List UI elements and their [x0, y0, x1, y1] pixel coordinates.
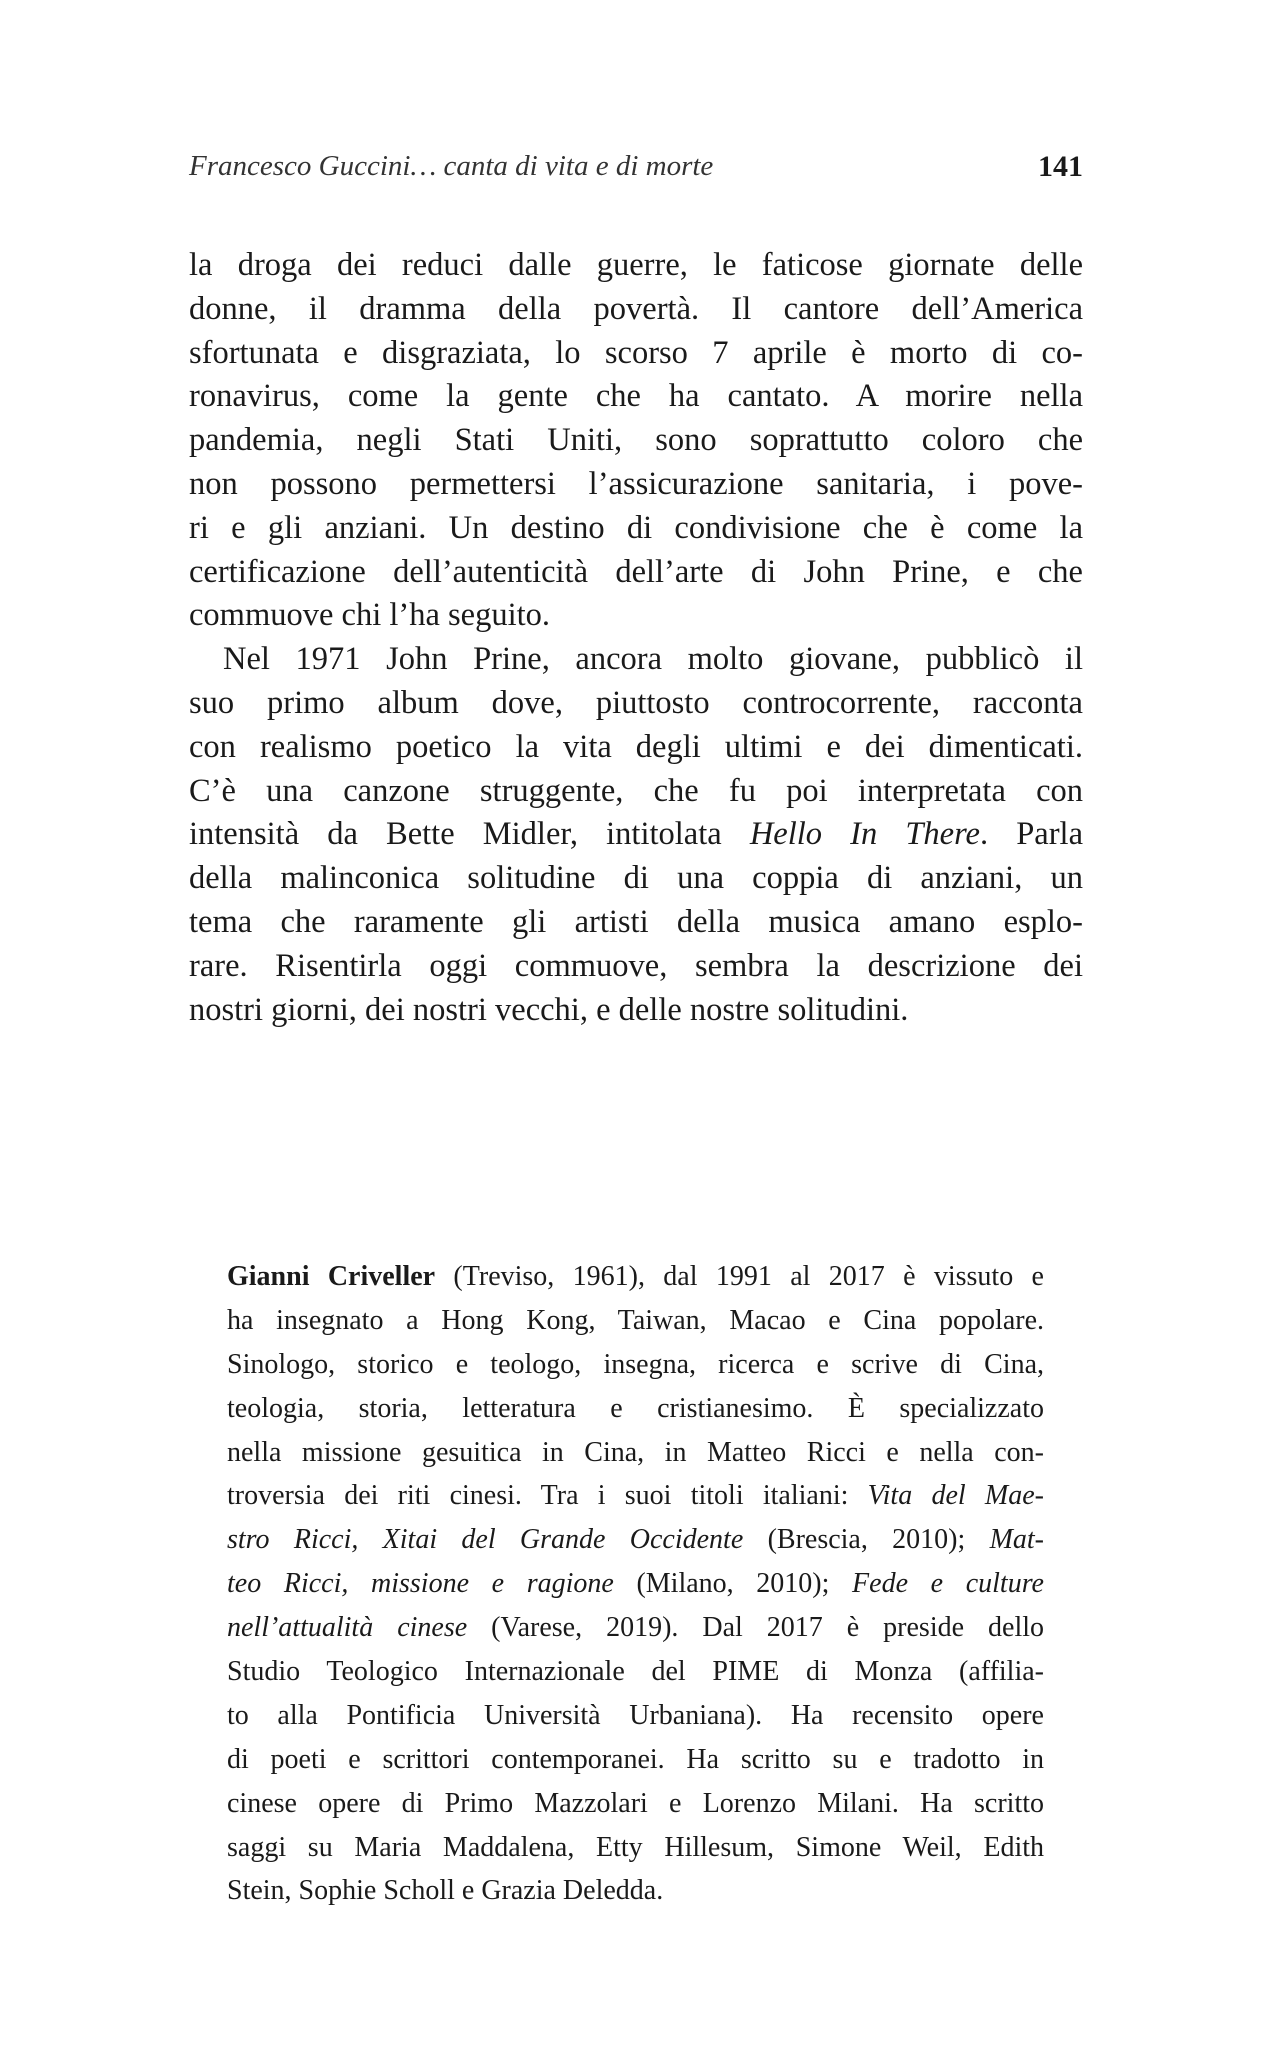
text-segment: (Brescia, 2010); — [743, 1524, 990, 1556]
bio-line — [227, 1255, 1044, 1299]
body-line — [189, 375, 1083, 419]
body-line — [189, 726, 1083, 770]
author-bio — [227, 1255, 1044, 1913]
bio-line — [227, 1299, 1044, 1343]
bio-line — [227, 1650, 1044, 1694]
body-line — [189, 551, 1083, 595]
bio-line — [227, 1694, 1044, 1738]
body-line — [189, 332, 1083, 376]
text-segment: la droga dei reduci dalle guerre, le faticose giornate delle — [189, 247, 1083, 283]
italic-title: teo Ricci, missione e ragione — [227, 1568, 614, 1600]
bio-line — [227, 1343, 1044, 1387]
text-segment: commuove chi l’ha seguito. — [189, 597, 551, 634]
running-head — [189, 150, 1083, 190]
body-line — [189, 463, 1083, 507]
page-number: 141 — [1038, 150, 1083, 183]
bio-line — [227, 1431, 1044, 1475]
text-segment: rare. Risentirla oggi commuove, sembra la descrizione dei — [189, 947, 1083, 984]
text-segment: cinese opere di Primo Mazzolari e Lorenzo Milani. Ha scritto — [227, 1787, 1044, 1819]
italic-title: stro Ricci, Xitai del Grande Occidente — [227, 1524, 744, 1556]
text-segment: teologia, storia, letteratura e cristianesimo. È specializzato — [227, 1392, 1044, 1424]
text-segment: non possono permettersi l’assicurazione sanitaria, i pove- — [189, 465, 1083, 502]
text-segment: suo primo album dove, piuttosto controcorrente, racconta — [189, 684, 1083, 721]
body-line — [189, 419, 1083, 463]
text-segment: nella missione gesuitica in Cina, in Matteo Ricci e nella con- — [227, 1436, 1044, 1468]
body-line — [189, 594, 1083, 638]
body-line — [189, 507, 1083, 551]
text-segment: con realismo poetico la vita degli ultimi e dei dimenticati. — [189, 728, 1083, 765]
bio-line — [227, 1562, 1044, 1606]
italic-title: nell’attualità cinese — [227, 1612, 468, 1644]
bio-line — [227, 1869, 1044, 1913]
text-segment: saggi su Maria Maddalena, Etty Hillesum, Simone Weil, Edith — [227, 1831, 1044, 1863]
text-segment: (Milano, 2010); — [613, 1568, 853, 1600]
running-title: Francesco Guccini… canta di vita e di morte — [189, 150, 714, 182]
italic-title: Vita del Mae- — [867, 1480, 1044, 1512]
text-segment: nostri giorni, dei nostri vecchi, e delle nostre solitudini. — [189, 991, 909, 1028]
body-line — [189, 945, 1083, 989]
bio-line — [227, 1474, 1044, 1518]
text-segment: Studio Teologico Internazionale del PIME di Monza (affilia- — [227, 1656, 1044, 1688]
bio-line — [227, 1606, 1044, 1650]
author-name: Gianni Criveller — [227, 1261, 436, 1292]
body-line — [189, 813, 1083, 857]
text-segment: intensità da Bette Midler, intitolata — [189, 816, 750, 853]
bio-line — [227, 1782, 1044, 1826]
bio-line — [227, 1518, 1044, 1562]
text-segment: ronavirus, come la gente che ha cantato. A morire nella — [189, 378, 1083, 415]
text-segment: della malinconica solitudine di una coppia di anziani, un — [189, 860, 1083, 897]
text-segment: (Varese, 2019). Dal 2017 è preside dello — [467, 1612, 1044, 1644]
body-line — [189, 638, 1083, 682]
italic-title: Fede e culture — [852, 1568, 1044, 1600]
bio-line — [227, 1826, 1044, 1870]
italic-title: Mat- — [989, 1524, 1045, 1556]
text-segment: to alla Pontificia Università Urbaniana). Ha recensito opere — [227, 1699, 1044, 1731]
body-line — [189, 244, 1083, 288]
body-line — [189, 857, 1083, 901]
text-segment: donne, il dramma della povertà. Il cantore dell’America — [189, 290, 1083, 327]
text-segment: ri e gli anziani. Un destino di condivisione che è come la — [189, 509, 1083, 546]
text-segment: sfortunata e disgraziata, lo scorso 7 aprile è morto di co- — [189, 334, 1083, 371]
italic-title: Hello In There — [749, 816, 980, 853]
body-line — [189, 901, 1083, 945]
text-segment: Stein, Sophie Scholl e Grazia Deledda. — [227, 1875, 664, 1907]
text-segment: tema che raramente gli artisti della musica amano esplo- — [189, 903, 1083, 940]
text-segment: (Treviso, 1961), dal 1991 al 2017 è vissuto e — [435, 1261, 1044, 1292]
text-segment: certificazione dell’autenticità dell’arte di John Prine, e che — [189, 553, 1083, 590]
body-line — [189, 770, 1083, 814]
text-segment: Nel 1971 John Prine, ancora molto giovane, pubblicò il — [223, 641, 1083, 678]
body-line — [189, 989, 1083, 1033]
body-text — [189, 244, 1083, 1032]
text-segment: troversia dei riti cinesi. Tra i suoi titoli italiani: — [227, 1480, 868, 1512]
text-segment: C’è una canzone struggente, che fu poi interpretata con — [189, 772, 1083, 809]
body-line — [189, 682, 1083, 726]
text-segment: di poeti e scrittori contemporanei. Ha scritto su e tradotto in — [227, 1743, 1044, 1775]
text-segment: pandemia, negli Stati Uniti, sono soprattutto coloro che — [189, 422, 1083, 459]
text-segment: . Parla — [979, 816, 1083, 853]
body-line — [189, 288, 1083, 332]
text-segment: Sinologo, storico e teologo, insegna, ricerca e scrive di Cina, — [227, 1348, 1044, 1380]
bio-line — [227, 1738, 1044, 1782]
bio-line — [227, 1387, 1044, 1431]
text-segment: ha insegnato a Hong Kong, Taiwan, Macao e Cina popolare. — [227, 1304, 1044, 1336]
